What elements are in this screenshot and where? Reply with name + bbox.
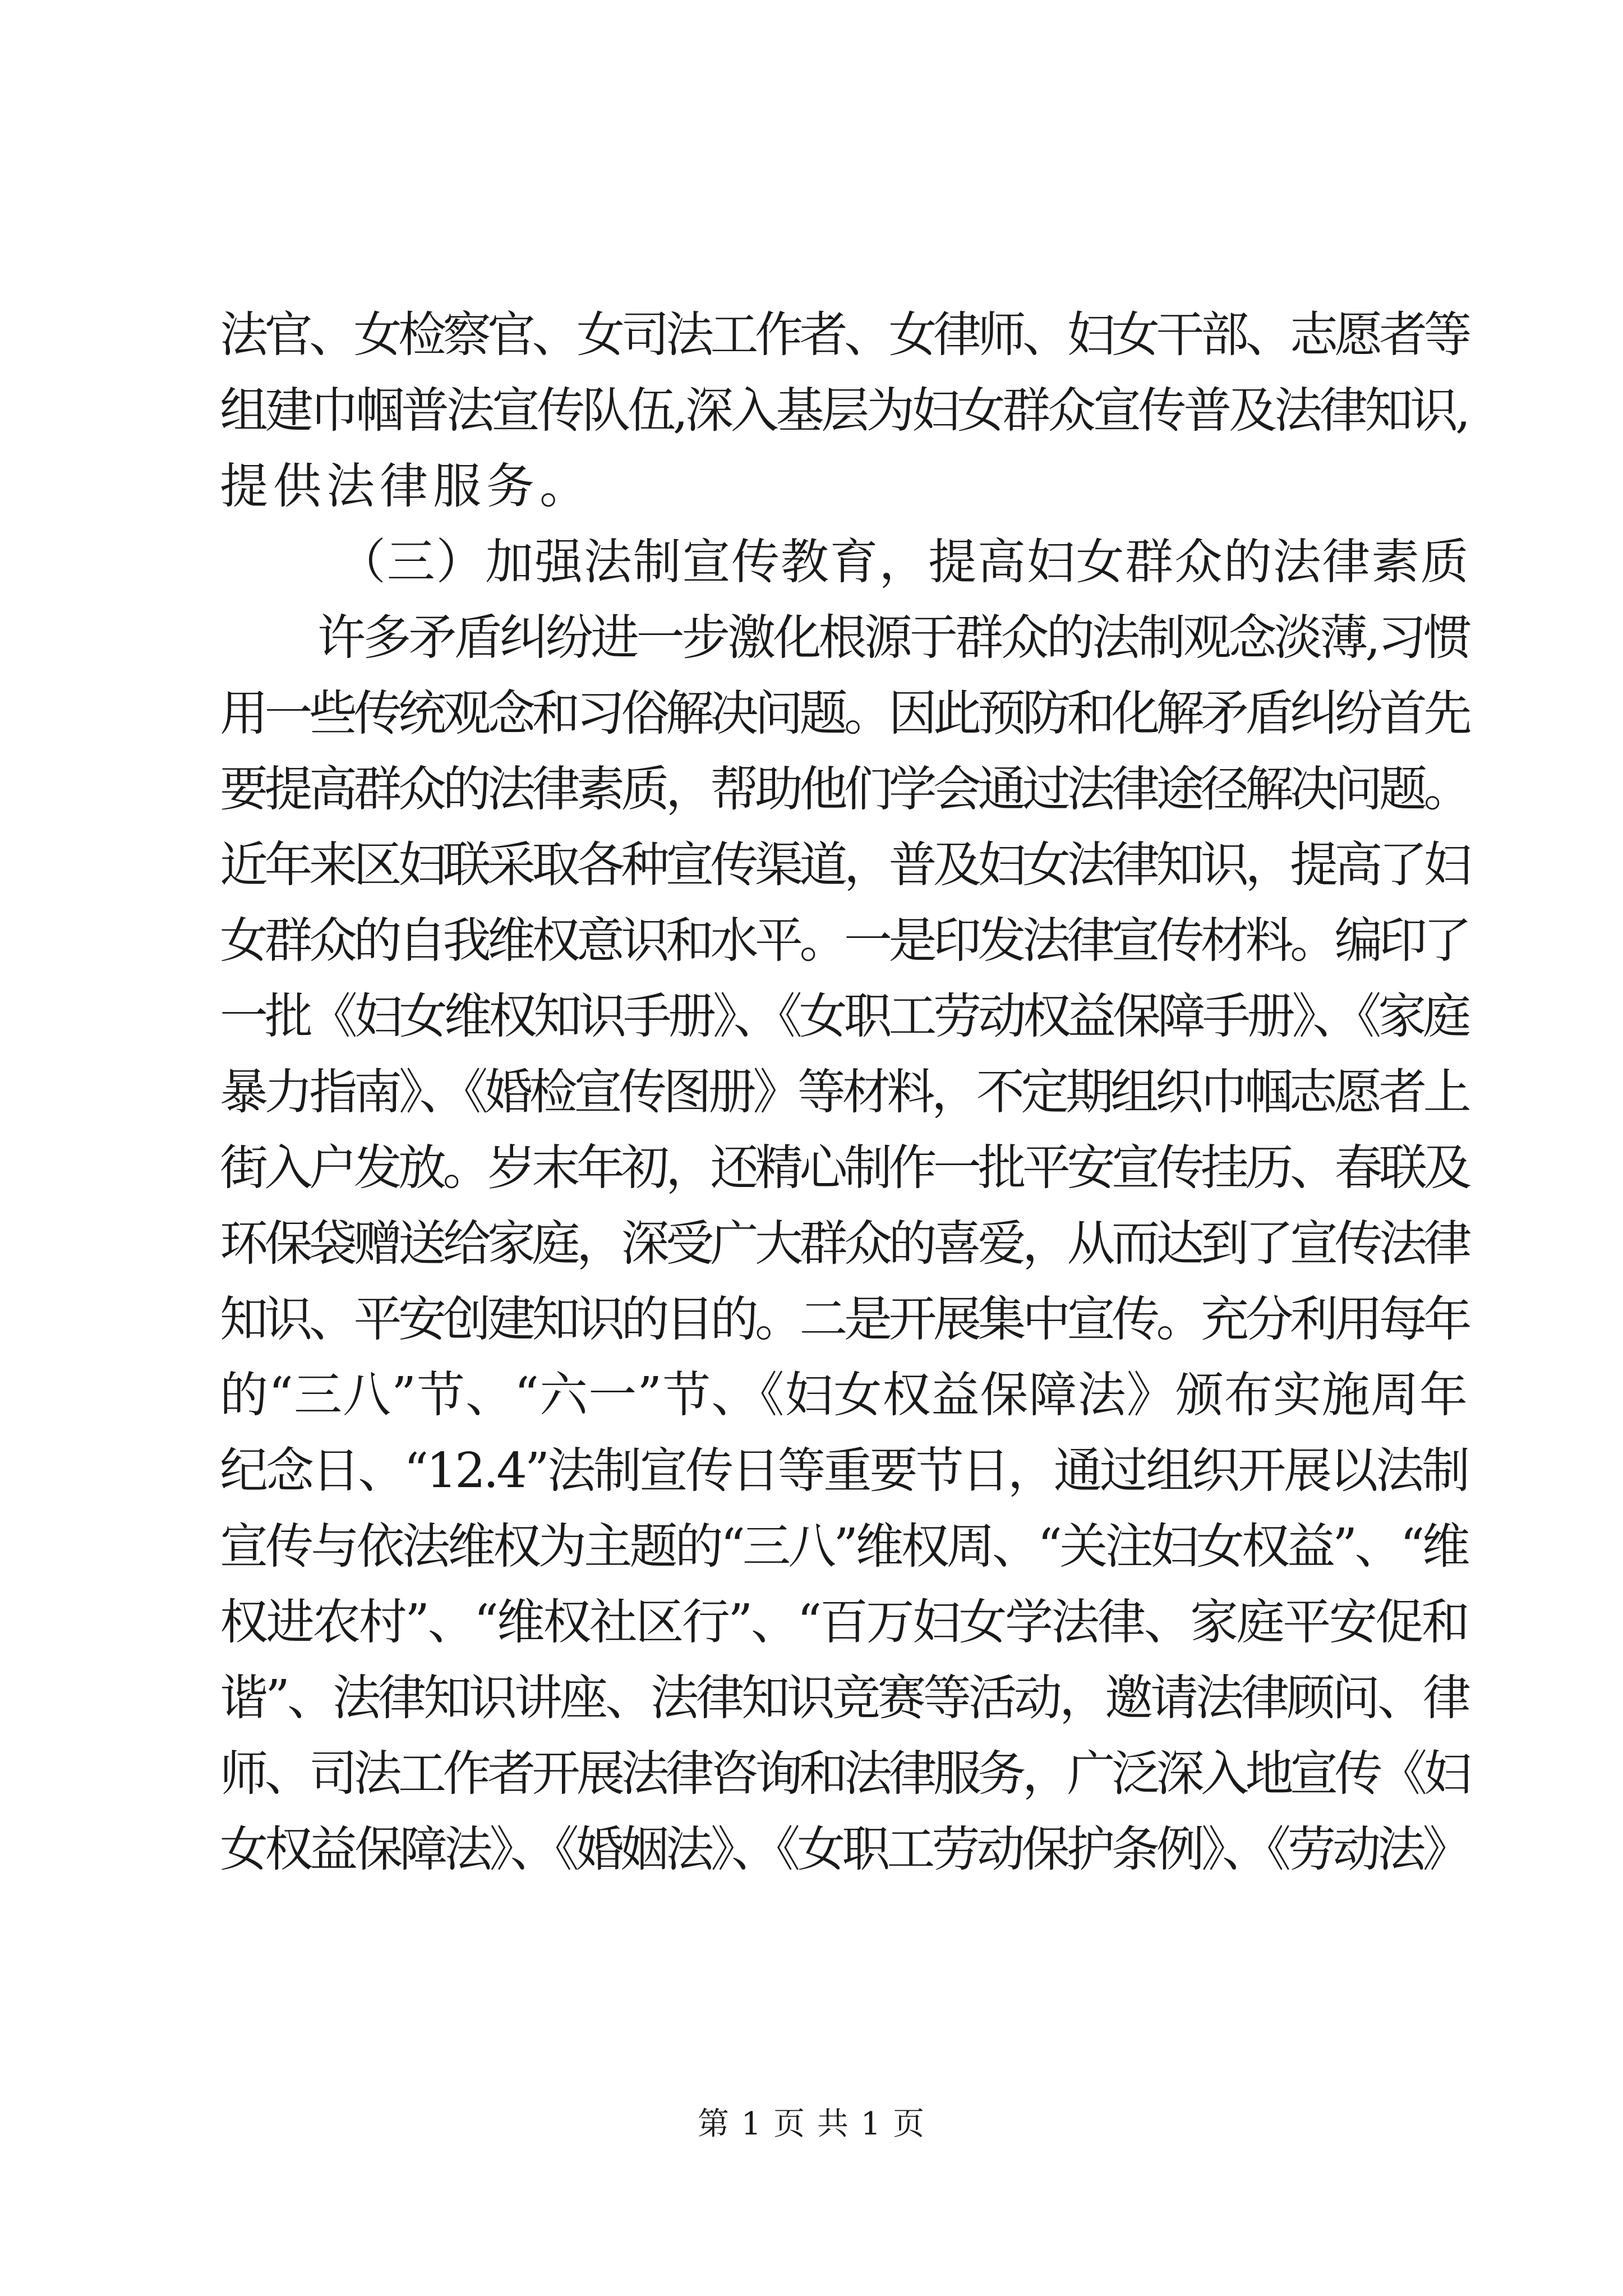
text-line: 谐”、法律知识讲座、法律知识竞赛等活动，邀请法律顾问、律 [220, 1670, 1468, 1726]
text-line: 师、司法工作者开展法律咨询和法律服务，广泛深入地宣传《妇 [220, 1746, 1468, 1802]
text-line: 知识、平安创建知识的目的。二是开展集中宣传。充分利用每年 [220, 1291, 1468, 1347]
text-line: 女权益保障法》、《婚姻法》、《女职工劳动保护条例》、《劳动法》 [220, 1821, 1468, 1878]
text-line: 要提高群众的法律素质，帮助他们学会通过法律途径解决问题。 [220, 761, 1468, 817]
text-line: 法官、女检察官、女司法工作者、女律师、妇女干部、志愿者等 [220, 307, 1468, 363]
text-line: 近年来区妇联采取各种宣传渠道，普及妇女法律知识，提高了妇 [220, 837, 1468, 893]
text-line: 纪念日、“12.4”法制宣传日等重要节日，通过组织开展以法制 [220, 1443, 1468, 1499]
page-footer [0, 2105, 1623, 2144]
text-line: 一批《妇女维权知识手册》、《女职工劳动权益保障手册》、《家庭 [220, 988, 1468, 1045]
text-line: 暴力指南》、《婚检宣传图册》等材料，不定期组织巾帼志愿者上 [220, 1064, 1468, 1120]
text-line: 组建巾帼普法宣传队伍,深入基层为妇女群众宣传普及法律知识, [220, 383, 1468, 439]
text-line: 的“三八”节、“六一”节、《妇女权益保障法》颁布实施周年 [220, 1367, 1468, 1423]
text-line: 提供法律服务。 [220, 458, 593, 514]
page-number: 第 1 页 共 1 页 [697, 2106, 926, 2142]
text-line: 用一些传统观念和习俗解决问题。因此预防和化解矛盾纠纷首先 [220, 685, 1468, 742]
section-heading: （三）加强法制宣传教育，提高妇女群众的法律素质 [338, 534, 1470, 590]
text-line: 宣传与依法维权为主题的“三八”维权周、“关注妇女权益”、“维 [220, 1519, 1468, 1575]
text-line: 环保袋赠送给家庭，深受广大群众的喜爱，从而达到了宣传法律 [220, 1216, 1468, 1272]
text-line: 许多矛盾纠纷进一步激化根源于群众的法制观念淡薄,习惯 [317, 610, 1469, 666]
text-line: 街入户发放。岁末年初，还精心制作一批平安宣传挂历、春联及 [220, 1140, 1468, 1196]
text-line: 女群众的自我维权意识和水平。一是印发法律宣传材料。编印了 [220, 913, 1468, 969]
text-line: 权进农村”、“维权社区行”、“百万妇女学法律、家庭平安促和 [220, 1594, 1468, 1650]
body-text [220, 297, 1476, 1888]
